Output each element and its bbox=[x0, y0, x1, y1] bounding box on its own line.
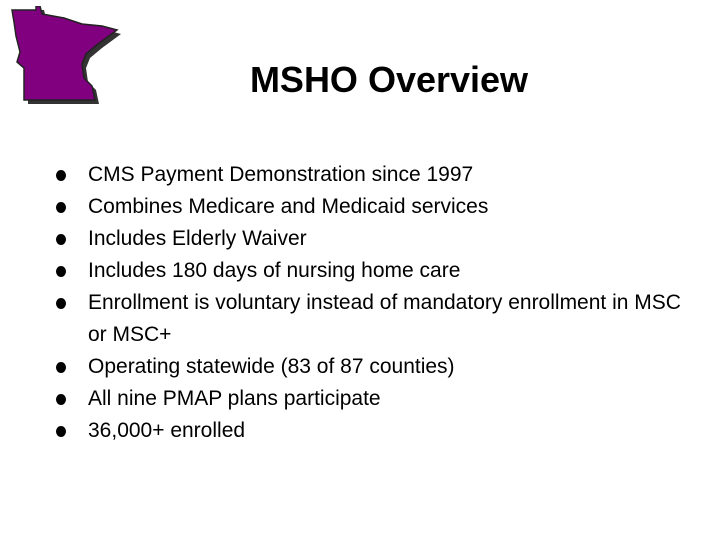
bullet-item bbox=[56, 223, 696, 255]
slide-title: MSHO Overview bbox=[249, 59, 529, 100]
bullet-text: Operating statewide (83 of 87 counties) bbox=[88, 355, 455, 378]
bullet-dot-icon bbox=[56, 202, 66, 213]
bullet-item bbox=[56, 191, 696, 223]
bullet-text: Combines Medicare and Medicaid services bbox=[88, 195, 489, 218]
bullet-dot-icon bbox=[56, 234, 66, 245]
bullet-list bbox=[56, 159, 696, 447]
bullet-item bbox=[56, 351, 696, 383]
bullet-item bbox=[56, 415, 696, 447]
bullet-text: Includes 180 days of nursing home care bbox=[88, 259, 461, 282]
bullet-text: 36,000+ enrolled bbox=[88, 419, 246, 442]
bullet-dot-icon bbox=[56, 266, 66, 277]
bullet-item bbox=[56, 255, 696, 287]
bullet-item bbox=[56, 159, 696, 191]
bullet-text: CMS Payment Demonstration since 1997 bbox=[88, 163, 474, 186]
bullet-item bbox=[56, 287, 696, 351]
bullet-dot-icon bbox=[56, 394, 66, 405]
bullet-item bbox=[56, 383, 696, 415]
bullet-text: All nine PMAP plans participate bbox=[88, 387, 381, 410]
bullet-text: Includes Elderly Waiver bbox=[88, 227, 307, 250]
bullet-dot-icon bbox=[56, 170, 66, 181]
bullet-dot-icon bbox=[56, 298, 66, 309]
bullet-dot-icon bbox=[56, 362, 66, 373]
bullet-dot-icon bbox=[56, 426, 66, 437]
bullet-text: Enrollment is voluntary instead of mandatory enrollment in MSC or MSC+ bbox=[88, 291, 681, 346]
